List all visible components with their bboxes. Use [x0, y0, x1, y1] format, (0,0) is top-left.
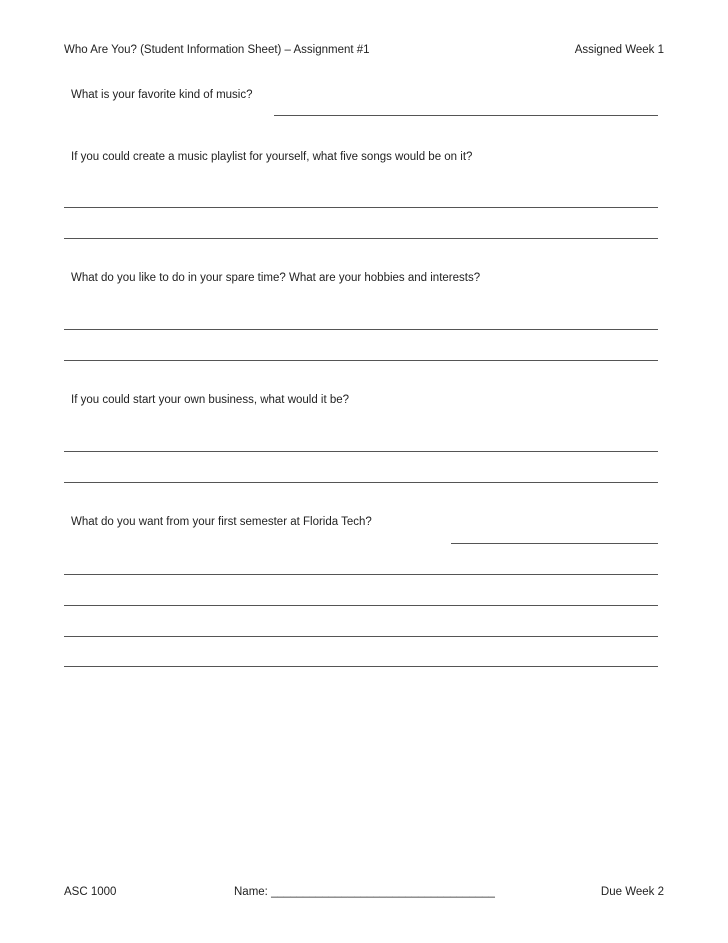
- answer-line-5b[interactable]: [64, 574, 658, 575]
- answer-line-5e[interactable]: [64, 666, 658, 667]
- answer-line-1[interactable]: [274, 115, 658, 116]
- footer-name-field[interactable]: Name: ___________________________________: [234, 886, 495, 898]
- question-4: If you could start your own business, what would it be?: [71, 394, 350, 406]
- question-5: What do you want from your first semester at Florida Tech?: [71, 516, 372, 528]
- footer-course: ASC 1000: [64, 886, 117, 898]
- answer-line-4b[interactable]: [64, 482, 658, 483]
- answer-line-5a[interactable]: [451, 543, 658, 544]
- question-1: What is your favorite kind of music?: [71, 89, 253, 101]
- footer-due-week: Due Week 2: [600, 886, 664, 898]
- question-2: If you could create a music playlist for yourself, what five songs would be on it?: [71, 151, 473, 163]
- answer-line-5d[interactable]: [64, 636, 658, 637]
- header-assigned-week: Assigned Week 1: [574, 44, 664, 56]
- answer-line-4a[interactable]: [64, 451, 658, 452]
- answer-line-3a[interactable]: [64, 329, 658, 330]
- answer-line-2b[interactable]: [64, 238, 658, 239]
- answer-line-3b[interactable]: [64, 360, 658, 361]
- header-title: Who Are You? (Student Information Sheet) – Assignment #1: [64, 44, 370, 56]
- answer-line-5c[interactable]: [64, 605, 658, 606]
- question-3: What do you like to do in your spare time? What are your hobbies and interests?: [71, 272, 481, 284]
- answer-line-2a[interactable]: [64, 207, 658, 208]
